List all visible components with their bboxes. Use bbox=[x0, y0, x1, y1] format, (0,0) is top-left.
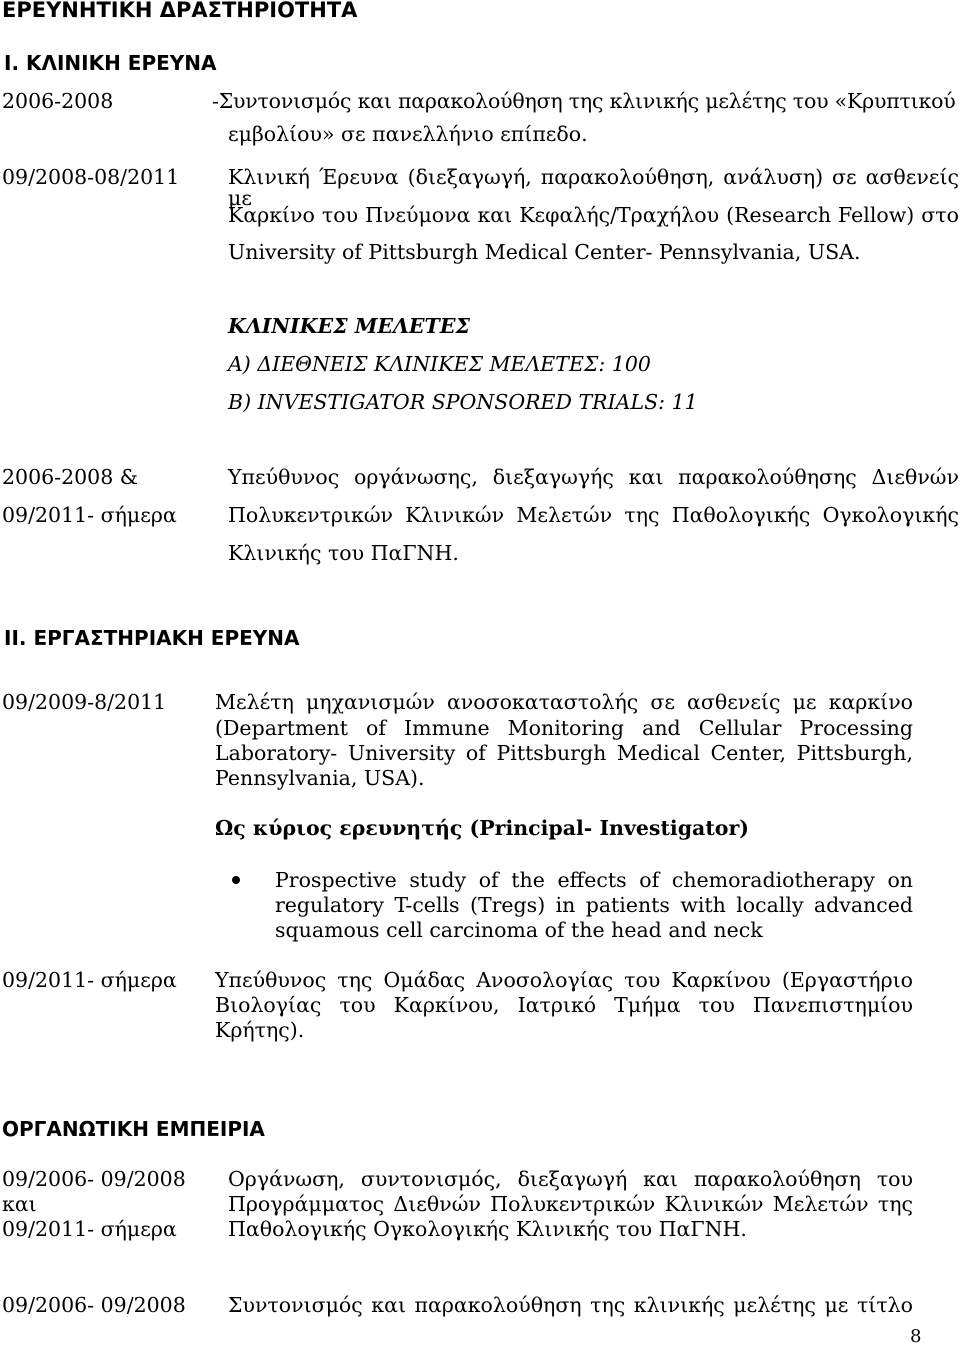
bullet-icon bbox=[232, 876, 240, 884]
entry-date: 09/2009-8/2011 bbox=[2, 690, 167, 714]
entry-date: 09/2011- σήμερα bbox=[2, 968, 177, 992]
section-title-lab: II. ΕΡΓΑΣΤΗΡΙΑΚΗ ΕΡΕΥΝΑ bbox=[4, 626, 300, 650]
entry-date: 09/2008-08/2011 bbox=[2, 165, 180, 189]
entry-text-line: Laboratory- University of Pittsburgh Medical Center, Pittsburgh, bbox=[215, 741, 913, 765]
entry-text-line: Υπεύθυνος της Ομάδας Ανοσολογίας του Καρκίνου (Εργαστήριο bbox=[215, 968, 913, 992]
studies-investigator: Β) INVESTIGATOR SPONSORED TRIALS: 11 bbox=[228, 390, 698, 414]
entry-date: 09/2006- 09/2008 bbox=[2, 1167, 186, 1191]
entry-date: 2006-2008 bbox=[2, 89, 114, 113]
entry-date: 09/2006- 09/2008 bbox=[2, 1293, 186, 1317]
entry-date: 2006-2008 & bbox=[2, 465, 139, 489]
entry-date: 09/2011- σήμερα bbox=[2, 503, 177, 527]
entry-text-line: Παθολογικής Ογκολογικής Κλινικής του ΠαΓΝΗ. bbox=[228, 1217, 747, 1241]
entry-date-connector: και bbox=[2, 1192, 37, 1216]
entry-text-line: Pennsylvania, USA). bbox=[215, 766, 425, 790]
entry-text-line: -Συντονισμός και παρακολούθηση της κλινικής μελέτης του «Κρυπτικού bbox=[212, 89, 956, 113]
entry-text-line: Πολυκεντρικών Κλινικών Μελετών της Παθολογικής Ογκολογικής bbox=[228, 503, 959, 527]
entry-text-line: Μελέτη μηχανισμών ανοσοκαταστολής σε ασθενείς με καρκίνο bbox=[215, 690, 913, 714]
entry-text-line: Κλινικής του ΠαΓΝΗ. bbox=[228, 541, 459, 565]
section-title-clinical: I. ΚΛΙΝΙΚΗ ΕΡΕΥΝΑ bbox=[4, 51, 217, 75]
entry-text-line: Βιολογίας του Καρκίνου, Ιατρικό Τμήμα του Πανεπιστημίου bbox=[215, 993, 913, 1017]
entry-text-line: Προγράμματος Διεθνών Πολυκεντρικών Κλινικών Μελετών της bbox=[228, 1192, 913, 1216]
studies-international: Α) ΔΙΕΘΝΕΙΣ ΚΛΙΝΙΚΕΣ ΜΕΛΕΤΕΣ: 100 bbox=[228, 352, 651, 376]
entry-text-line: εμβολίου» σε πανελλήνιο επίπεδο. bbox=[228, 122, 588, 146]
page-heading: ΕΡΕΥΝΗΤΙΚΗ ΔΡΑΣΤΗΡΙΟΤΗΤΑ bbox=[2, 0, 358, 22]
bullet-text-line: squamous cell carcinoma of the head and neck bbox=[275, 918, 763, 942]
entry-text-line: Κρήτης). bbox=[215, 1018, 305, 1042]
bullet-text-line: regulatory T-cells (Tregs) in patients with locally advanced bbox=[275, 893, 913, 917]
entry-text-line: Συντονισμός και παρακολούθηση της κλινικής μελέτης με τίτλο bbox=[228, 1293, 913, 1317]
entry-text-line: Καρκίνο του Πνεύμονα και Κεφαλής/Τραχήλου (Research Fellow) στο bbox=[228, 203, 959, 227]
entry-text-line: Οργάνωση, συντονισμός, διεξαγωγή και παρακολούθηση του bbox=[228, 1167, 913, 1191]
bullet-text-line: Prospective study of the effects of chemoradiotherapy on bbox=[275, 868, 913, 892]
entry-date: 09/2011- σήμερα bbox=[2, 1217, 177, 1241]
page-number: 8 bbox=[910, 1326, 922, 1347]
section-title-org: ΟΡΓΑΝΩΤΙΚΗ ΕΜΠΕΙΡΙΑ bbox=[2, 1117, 265, 1141]
entry-text-line: (Department of Immune Monitoring and Cellular Processing bbox=[215, 716, 913, 740]
entry-text-line: University of Pittsburgh Medical Center- Pennsylvania, USA. bbox=[228, 240, 861, 264]
entry-text-line: Κλινική Έρευνα (διεξαγωγή, παρακολούθηση, ανάλυση) σε ασθενείς με bbox=[228, 165, 959, 210]
entry-text-line: Υπεύθυνος οργάνωσης, διεξαγωγής και παρακολούθησης Διεθνών bbox=[228, 465, 959, 489]
principal-investigator-title: Ως κύριος ερευνητής (Principal- Investigator) bbox=[215, 816, 749, 840]
studies-title: ΚΛΙΝΙΚΕΣ ΜΕΛΕΤΕΣ bbox=[228, 314, 470, 338]
